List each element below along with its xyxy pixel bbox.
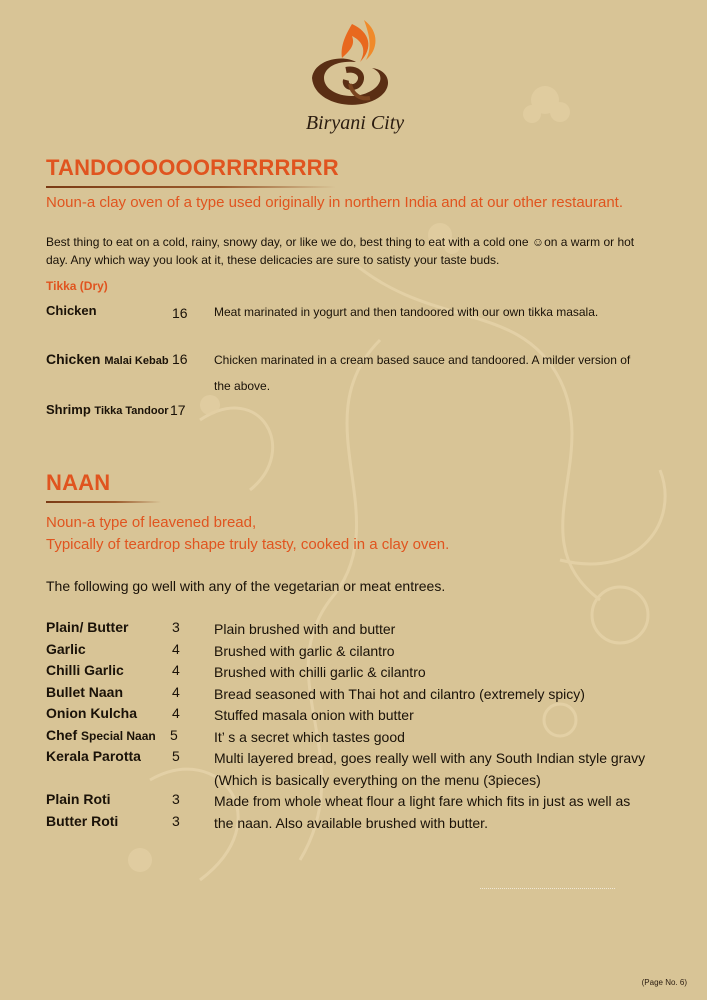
- item-price: 5: [172, 748, 180, 764]
- menu-item-chef-special-naan: [46, 727, 696, 749]
- menu-item-onion-kulcha: [46, 705, 696, 727]
- item-name: Butter Roti: [46, 812, 119, 829]
- item-name: Chicken Malai Kebab: [46, 351, 169, 367]
- item-name: Plain Roti: [46, 791, 111, 807]
- menu-item-bullet-naan: [46, 684, 696, 706]
- item-price: 16: [172, 351, 188, 367]
- naan-section-title: NAAN: [46, 470, 111, 495]
- item-name: Chef Special Naan: [46, 726, 156, 743]
- item-description: Brushed with garlic & cilantro: [214, 642, 395, 659]
- item-name: Bullet Naan: [46, 683, 124, 700]
- page-number: (Page No. 6): [641, 978, 687, 987]
- menu-item-plain-roti: [46, 791, 696, 813]
- item-description: Multi layered bread, goes really well with any South Indian style gravy: [214, 750, 646, 766]
- item-description: the naan. Also available brushed with butter.: [214, 814, 488, 831]
- item-price: 3: [172, 812, 180, 829]
- flame-swirl-logo-icon: [290, 18, 420, 118]
- naan-intro: The following go well with any of the vegetarian or meat entrees.: [46, 578, 446, 594]
- item-description: (Which is basically everything on the menu (3pieces): [214, 771, 541, 788]
- item-price: 16: [172, 305, 188, 321]
- item-name: Garlic: [46, 640, 86, 657]
- tikka-subheading: Tikka (Dry): [46, 279, 108, 293]
- item-description: Brushed with chilli garlic & cilantro: [214, 664, 426, 680]
- item-description: Stuffed masala onion with butter: [214, 707, 414, 723]
- item-description: Meat marinated in yogurt and then tandoored with our own tikka masala.: [214, 305, 599, 319]
- menu-item-chicken-tikka: [46, 303, 686, 343]
- item-price: 3: [172, 619, 180, 635]
- naan-definition-line-1: Noun-a type of leavened bread,: [46, 514, 257, 531]
- tandoor-intro: [46, 233, 686, 269]
- item-price: 4: [172, 662, 180, 678]
- item-description: Bread seasoned with Thai hot and cilantro (extremely spicy): [214, 685, 585, 702]
- item-description: Made from whole wheat flour a light fare which fits in just as well as: [214, 793, 631, 809]
- menu-item-kerala-parotta-note: [46, 770, 696, 792]
- tandoor-section-title: TANDOOOOOORRRRRRRR: [46, 155, 339, 180]
- naan-definition-line-2: Typically of teardrop shape truly tasty, cooked in a clay oven.: [46, 536, 450, 553]
- item-price: 5: [170, 726, 178, 743]
- menu-item-chicken-malai-kebab: [46, 351, 686, 401]
- item-description: Plain brushed with and butter: [214, 621, 396, 637]
- menu-item-plain-butter: [46, 619, 696, 641]
- item-name: Kerala Parotta: [46, 748, 141, 764]
- naan-definition: [46, 512, 449, 556]
- item-name: Shrimp Tikka Tandoor: [46, 402, 169, 417]
- item-description: Chicken marinated in a cream based sauce and tandoored. A milder version of the above.: [214, 353, 631, 393]
- item-price: 3: [172, 791, 180, 807]
- item-name: Onion Kulcha: [46, 705, 137, 721]
- item-price: 4: [172, 705, 180, 721]
- menu-item-garlic: [46, 641, 696, 663]
- item-name: Plain/ Butter: [46, 619, 129, 635]
- menu-item-butter-roti: [46, 813, 696, 835]
- naan-title-divider: [46, 501, 161, 503]
- item-name: Chicken: [46, 303, 97, 318]
- item-name: Chilli Garlic: [46, 662, 124, 678]
- item-description: It’ s a secret which tastes good: [214, 728, 405, 745]
- faint-dotted-line: [480, 888, 615, 890]
- tandoor-title-divider: [46, 186, 336, 188]
- tandoor-intro-line-2: day. Any which way you look at it, these delicacies are sure to satisty your taste buds.: [46, 253, 500, 267]
- menu-item-shrimp-tikka: [46, 402, 686, 422]
- item-price: 4: [172, 683, 180, 700]
- tandoor-intro-line-1: Best thing to eat on a cold, rainy, snowy day, or like we do, best thing to eat with a cold one ☺on a warm or hot: [46, 235, 635, 249]
- biryani-city-logo: [290, 18, 420, 143]
- menu-item-chilli-garlic: [46, 662, 696, 684]
- tandoor-definition: Noun-a clay oven of a type used originally in northern India and at our other restaurant.: [46, 194, 624, 211]
- menu-item-kerala-parotta: [46, 748, 696, 770]
- item-price: 4: [172, 640, 180, 657]
- brand-name: Biryani City: [305, 112, 405, 134]
- item-price: 17: [170, 402, 186, 418]
